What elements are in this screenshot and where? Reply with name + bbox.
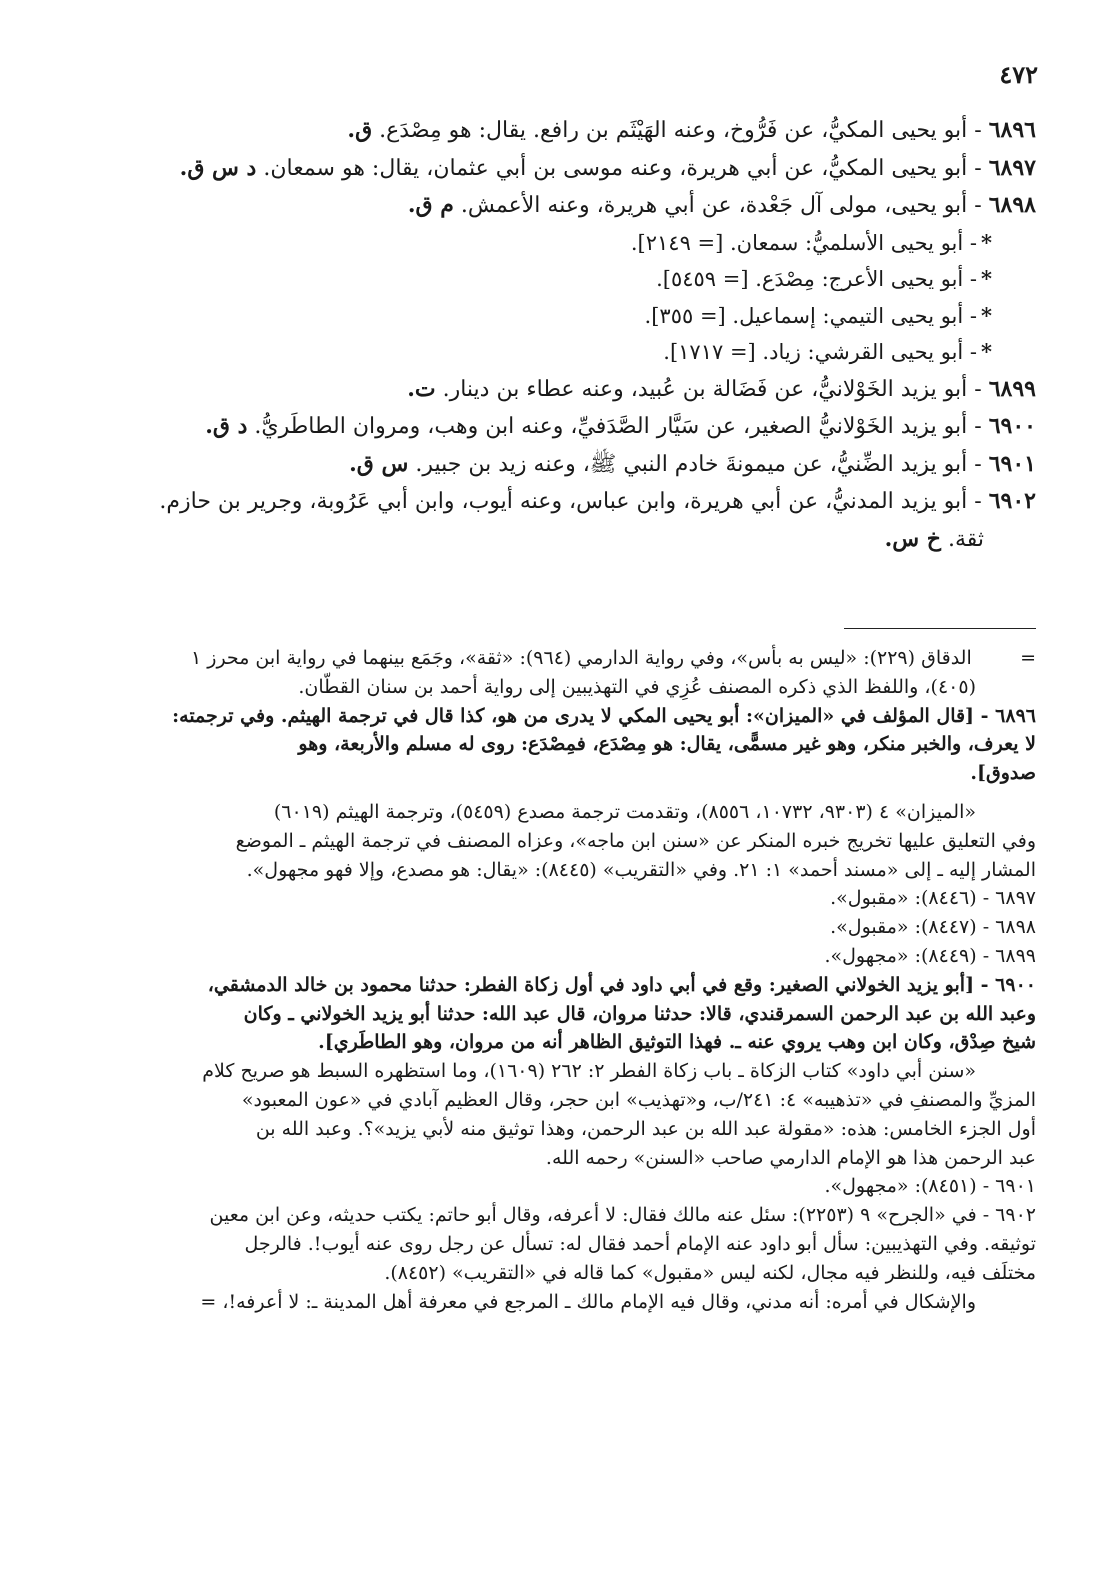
footnote-line: ٦٨٩٩ - (٨٤٤٩): «مجهول». [824,944,1036,967]
entry-number: ٦٩٠١ [988,450,1036,477]
entry-dash: - [974,376,982,402]
cross-ref-text: - أبو يحيى التيمي: إسماعيل. [= ٣٥٥]. [644,303,978,328]
cross-ref-text: - أبو يحيى الأسلميُّ: سمعان. [= ٢١٤٩]. [630,230,978,255]
entry-dash: - [974,414,982,439]
footnote-line: لا يعرف، والخبر منكر، وهو غير مسمًّى، يقال: هو مِصْدَع، فمِصْدَع: روى له مسلم والأربعة، وهو [298,733,1036,756]
footnote-line: وعبد الله بن عبد الرحمن السمرقندي، قالا: حدثنا مروان، قال عبد الله: حدثنا أبو يزيد الخولاني ـ وكان [243,1002,1036,1025]
entry-text: ثقة. [947,526,984,552]
footnote-line: «سنن أبي داود» كتاب الزكاة ـ باب زكاة الفطر ٢: ٢٦٢ (١٦٠٩)، وما استظهره السبط هو صريح كلام [202,1060,976,1083]
cross-ref [46,261,1036,298]
footnote-line: والإشكال في أمره: أنه مدني، وقال فيه الإمام مالك ـ المرجع في معرفة أهل المدينة ـ: لا أعرفه!، = [200,1290,976,1313]
entry-text: أبو يزيد الخَوْلانيُّ، عن فَضَالة بن عُبيد، وعنه عطاء بن دينار. [442,376,968,402]
star-marker: * [981,302,992,328]
footnotes [46,644,1036,1316]
footnote-line: ٦٩٠٢ - في «الجرح» ٩ (٢٢٥٣): سئل عنه مالك فقال: لا أعرفه، وقال أبو حاتم: يكتب حديثه، وعن ابن معين [209,1204,1036,1227]
entry-text: أبو يحيى المكيُّ، عن أبي هريرة، وعنه موسى بن أبي عثمان، يقال: هو سمعان. [263,155,968,181]
entry-text: أبو يزيد الخَوْلانيُّ الصغير، عن سَيَّار الصَّدَفيِّ، وعنه ابن وهب، ومروان الطاطَريُّ. [254,414,968,439]
continuation-marker: = [1020,647,1036,669]
entry-6899 [46,371,1036,409]
entry-codes: س ق. [349,450,409,477]
entry-number: ٦٨٩٧ [988,154,1036,181]
entry-dash: - [974,489,982,514]
entry-dash: - [974,155,982,181]
cross-ref-text: - أبو يحيى القرشي: زياد. [= ١٧١٧]. [663,340,978,364]
entry-codes: م ق. [407,192,454,218]
footnote-divider [844,628,1036,629]
entry-6902-continuation [46,521,1036,559]
entry-6896 [46,112,1036,150]
entry-codes: ق. [347,117,373,143]
entry-6898 [46,187,1036,225]
footnote-line: وفي التعليق عليها تخريج خبره المنكر عن «سنن ابن ماجه»، وعزاه المصنف في ترجمة الهيثم ـ الموضع [235,829,1036,852]
entry-number: ٦٩٠٢ [988,488,1036,514]
entry-6897 [46,150,1036,188]
cross-ref [46,298,1036,335]
entry-text: أبو يحيى، مولى آل جَعْدة، عن أبي هريرة، وعنه الأعمش. [460,193,968,218]
entry-codes: خ س. [884,525,941,552]
footnote-line: عبد الرحمن هذا هو الإمام الدارمي صاحب «السنن» رحمه الله. [545,1146,1036,1169]
entry-6901 [46,446,1036,484]
footnote-line: «الميزان» ٤ (٩٣٠٣، ١٠٧٣٢، ٨٥٥٦)، وتقدمت ترجمة مصدع (٥٤٥٩)، وترجمة الهيثم (٦٠١٩) [273,800,976,823]
star-marker: * [981,229,992,255]
spacer [46,788,1036,798]
footnote-line: ٦٨٩٧ - (٨٤٤٦): «مقبول». [830,887,1036,910]
footnote-line: شيخ صِدْق، وكان ابن وهب يروي عنه ـ. فهذا التوثيق الظاهر أنه من مروان، وهو الطاطَري]. [318,1031,1036,1054]
footnote-line: ٦٩٠١ - (٨٤٥١): «مجهول». [824,1175,1036,1198]
footnote-line: ٦٨٩٦ - [قال المؤلف في «الميزان»: أبو يحيى المكي لا يدرى من هو، كذا قال في ترجمة الهيثم. وفي ترجمته: [172,704,1036,727]
entry-text: أبو يزيد المدنيُّ، عن أبي هريرة، وابن عباس، وعنه أيوب، وابن أبي عَرُوبة، وجرير بن حازم. [159,489,968,514]
entry-dash: - [974,193,982,218]
entry-6900 [46,408,1036,446]
star-marker: * [981,339,992,364]
footnote-line: (٤٠٥)، واللفظ الذي ذكره المصنف عُزِي في التهذيبين إلى رواية أحمد بن سنان القطّان. [298,675,976,698]
entry-number: ٦٩٠٠ [988,413,1036,439]
entry-dash: - [974,451,982,477]
entry-number: ٦٨٩٦ [988,117,1036,143]
footnote-line: المزيِّ والمصنفِ في «تذهيبه» ٤: ٢٤١/ب، و«تهذيب» ابن حجر، وقال العظيم آبادي في «عون المعبود» [241,1088,1036,1111]
footnote-line: أول الجزء الخامس: هذه: «مقولة عبد الله بن عبد الرحمن، وهذا توثيق منه لأبي يزيد»؟. وعبد الله بن [255,1117,1036,1140]
footnote-line: ٦٨٩٨ - (٨٤٤٧): «مقبول». [830,916,1036,939]
entry-dash: - [974,118,982,143]
entry-text: أبو يحيى المكيُّ، عن فَرُّوخ، وعنه الهَيْثَم بن رافع. يقال: هو مِصْدَع. [379,118,968,143]
footnote-text: الدقاق (٢٢٩): «ليس به بأس»، وفي رواية الدارمي (٩٦٤): «ثقة»، وجَمَع بينهما في رواية ابن محرز ١ [191,647,972,669]
cross-ref-text: - أبو يحيى الأعرج: مِصْدَع. [= ٥٤٥٩]. [656,267,978,291]
footnote-line [46,644,1036,673]
footnote-line: توثيقه. وفي التهذيبين: سأل أبو داود عنه الإمام أحمد فقال له: تسأل عن رجل روى عنه أيوب!. فالرجل [244,1232,1036,1255]
star-marker: * [981,266,992,291]
entry-number: ٦٨٩٨ [988,192,1036,218]
footnote-line: المشار إليه ـ إلى «مسند أحمد» ١: ٢١. وفي «التقريب» (٨٤٤٥): «يقال: هو مصدع، وإلا فهو مجهول». [246,858,1036,881]
entry-codes: د س ق. [179,154,257,181]
cross-ref [46,334,1036,371]
page-number: ٤٧٢ [999,60,1038,89]
entry-number: ٦٨٩٩ [988,375,1036,402]
footnote-line: ٦٩٠٠ - [أبو يزيد الخولاني الصغير: وقع في أبي داود في أول زكاة الفطر: حدثنا محمود بن خالد الدمشقي، [207,973,1036,996]
cross-ref [46,225,1036,262]
entry-6902 [46,483,1036,521]
footnote-line: مختلَف فيه، وللنظر فيه مجال، لكنه ليس «مقبول» كما قاله في «التقريب» (٨٤٥٢). [384,1261,1036,1284]
main-text [46,112,1036,558]
footnote-line: صدوق]. [970,762,1036,785]
entry-text: أبو يزيد الضِّنيُّ، عن ميمونةَ خادم النبي ﷺ، وعنه زيد بن جبير. [415,451,968,477]
entry-codes: ت. [407,375,436,402]
entry-codes: د ق. [205,413,248,439]
